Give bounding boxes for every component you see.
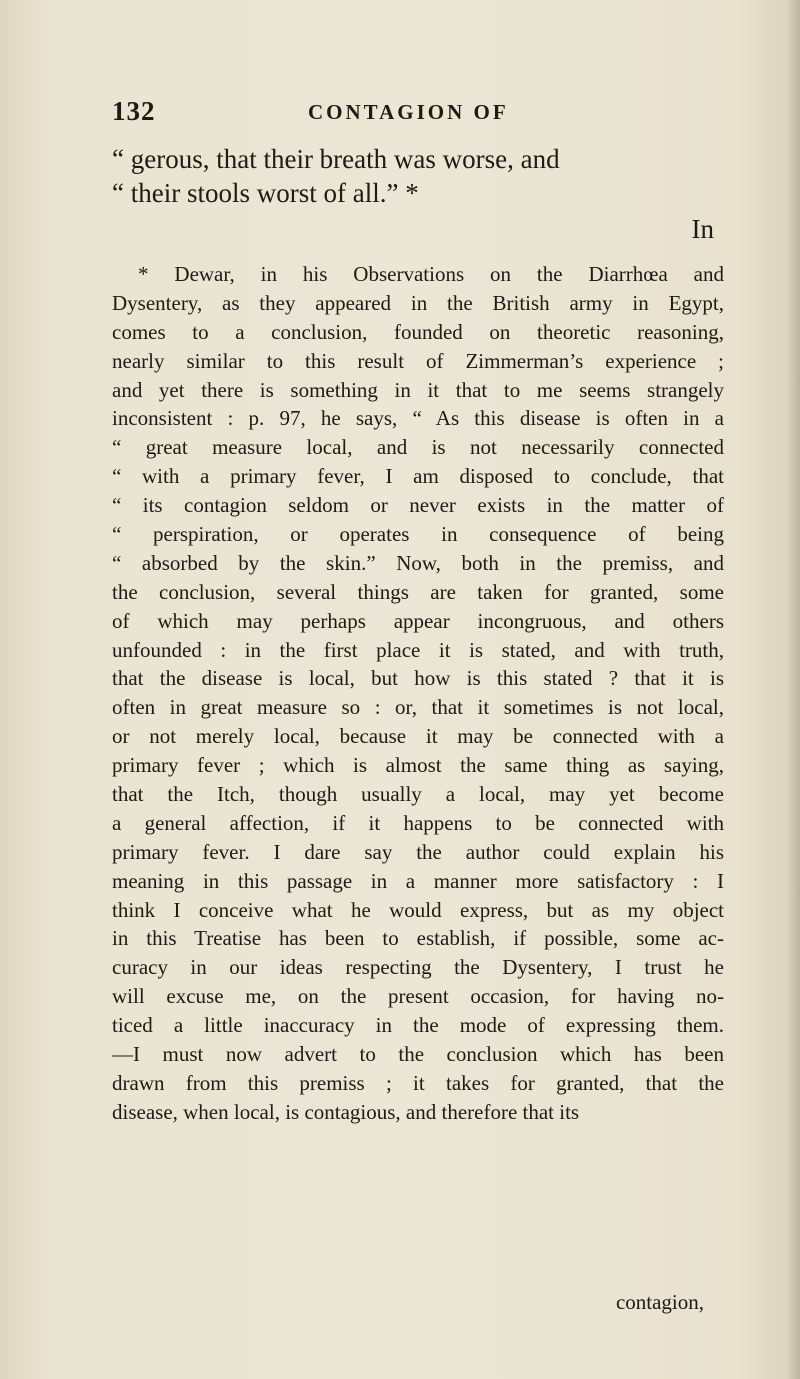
footnote-line: “ great measure local, and is not necessarily connected [112,435,724,460]
footnote-line: comes to a conclusion, founded on theoretic reasoning, [112,319,724,344]
running-head: CONTAGION OF [308,100,509,124]
footnote-line: “ its contagion seldom or never exists in the matter of [112,493,724,518]
page-number: 132 [112,96,156,126]
main-text-line: “ their stools worst of all.” * [112,178,419,208]
footnote-line: that the Itch, though usually a local, may yet become [112,782,724,807]
footnote-line: inconsistent : p. 97, he says, “ As this disease is often in a [112,406,724,431]
catchword: In [691,214,714,244]
footnote-line: and yet there is something in it that to me seems strangely [112,377,724,402]
footnote-line: a general affection, if it happens to be connected with [112,810,724,835]
footnote-line: Dysentery, as they appeared in the British army in Egypt, [112,290,724,315]
footnote-line: of which may perhaps appear incongruous, and others [112,608,724,633]
footnote-line: the conclusion, several things are taken for granted, some [112,579,724,604]
footnote-line: nearly similar to this result of Zimmerman’s experience ; [112,348,724,373]
footnote-line: * Dewar, in his Observations on the Diarrhœa and [138,262,724,286]
footnote-line: “ with a primary fever, I am disposed to conclude, that [112,464,724,489]
footnote-line: “ perspiration, or operates in consequence of being [112,522,724,547]
footnote-catchword: contagion, [615,1290,704,1314]
binding-shadow [786,0,800,1379]
footnote-line: disease, when local, is contagious, and therefore that its [112,1099,580,1124]
footnote-line: —I must now advert to the conclusion which has been [112,1042,724,1067]
page-header [112,96,722,136]
footnote-line: think I conceive what he would express, but as my object [112,897,724,922]
footnote-line: ticed a little inaccuracy in the mode of expressing them. [112,1013,724,1038]
footnote-line: primary fever. I dare say the author could explain his [112,839,724,864]
footnote-line: drawn from this premiss ; it takes for granted, that the [112,1070,724,1095]
footnote-line: “ absorbed by the skin.” Now, both in the premiss, and [112,550,724,575]
main-text [112,142,724,210]
footnote-line: that the disease is local, but how is this stated ? that it is [112,666,724,691]
footnote-line: will excuse me, on the present occasion, for having no- [112,984,724,1009]
footnote-line: meaning in this passage in a manner more satisfactory : I [112,868,724,893]
footnote-line: in this Treatise has been to establish, if possible, some ac- [112,926,724,951]
footnote-line: unfounded : in the first place it is stated, and with truth, [112,637,724,662]
footnote-line: primary fever ; which is almost the same thing as saying, [112,753,724,778]
footnote [112,260,724,1127]
main-text-line: “ gerous, that their breath was worse, and [112,144,560,174]
footnote-line: curacy in our ideas respecting the Dysentery, I trust he [112,955,724,980]
footnote-line: often in great measure so : or, that it sometimes is not local, [112,695,724,720]
footnote-line: or not merely local, because it may be connected with a [112,724,724,749]
